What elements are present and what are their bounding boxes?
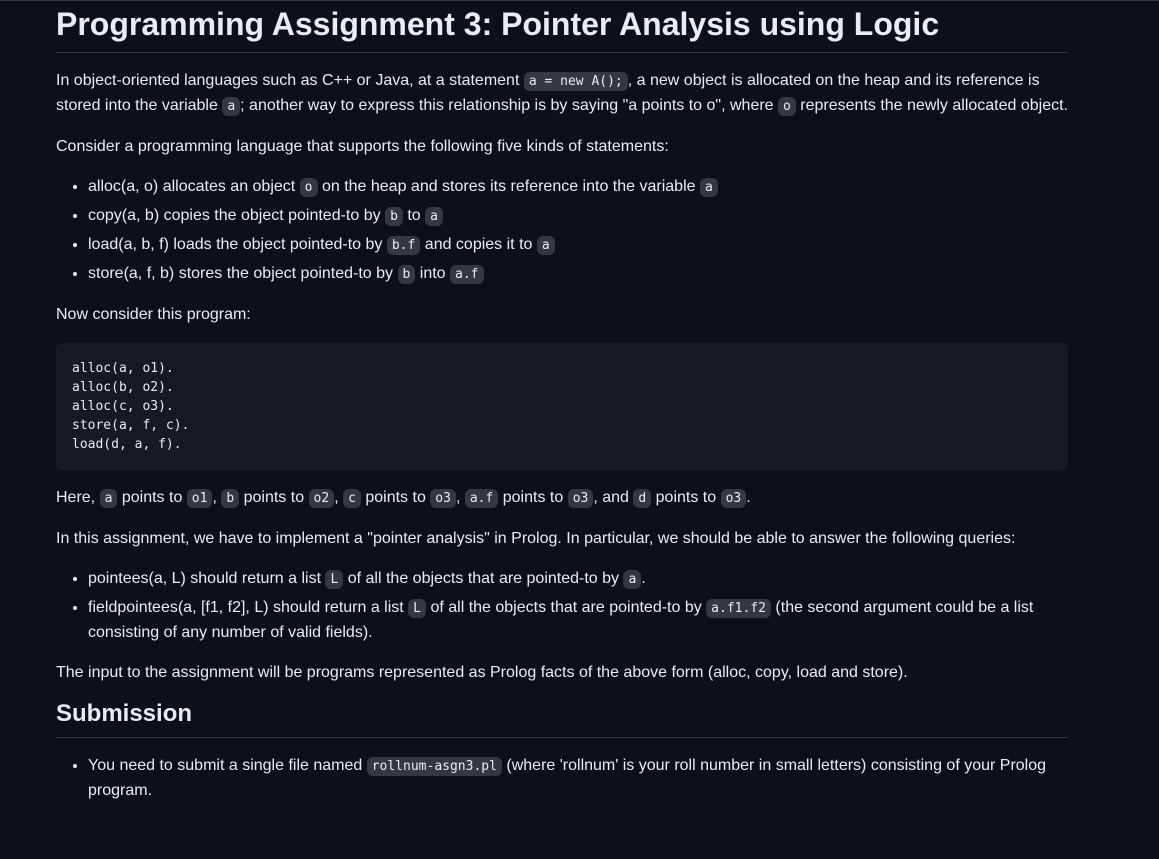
query-list bbox=[56, 567, 1068, 645]
list-item-text: . bbox=[641, 570, 646, 587]
list-item-text: load(a, b, f) loads the object pointed-to by bbox=[88, 236, 387, 253]
submission-list bbox=[56, 754, 1068, 803]
inline-code: a bbox=[100, 489, 118, 508]
inline-code: a.f1.f2 bbox=[706, 599, 771, 618]
here-paragraph bbox=[56, 486, 1068, 511]
submission-heading: Submission bbox=[56, 699, 1068, 738]
inline-code: a bbox=[222, 97, 240, 116]
inline-code: a bbox=[537, 236, 555, 255]
inline-code: o bbox=[300, 178, 318, 197]
inline-code: a.f bbox=[465, 489, 498, 508]
list-item-text: copy(a, b) copies the object pointed-to by bbox=[88, 207, 386, 224]
here-text: Here, bbox=[56, 489, 100, 506]
list-item-load bbox=[88, 233, 1068, 258]
here-text: points to bbox=[651, 489, 721, 506]
inline-code: b.f bbox=[387, 236, 420, 255]
list-item-store bbox=[88, 262, 1068, 287]
inline-code: b bbox=[398, 265, 416, 284]
here-text: . bbox=[746, 489, 751, 506]
here-text: , and bbox=[593, 489, 634, 506]
here-text: points to bbox=[360, 489, 431, 506]
list-item-pointees bbox=[88, 567, 1068, 592]
assignment-paragraph: In this assignment, we have to implement a "pointer analysis" in Prolog. In particular, we should be able to answer the following queries: bbox=[56, 530, 1016, 547]
inline-code: a = new A(); bbox=[524, 72, 628, 91]
inline-code: o3 bbox=[721, 489, 747, 508]
inline-code: b bbox=[385, 207, 403, 226]
markdown-body bbox=[56, 0, 1068, 859]
program-code-block[interactable]: alloc(a, o1). alloc(b, o2). alloc(c, o3). store(a, f, c). load(d, a, f). bbox=[56, 343, 1068, 470]
inline-code: L bbox=[325, 570, 343, 589]
list-item-text: into bbox=[415, 265, 451, 282]
list-item-text: pointees(a, L) should return a list bbox=[88, 570, 326, 587]
list-item-text: (where 'rollnum' is your roll number in small letters) consisting of your Prolog program. bbox=[88, 757, 1047, 799]
here-text: points to bbox=[239, 489, 309, 506]
list-item-submission bbox=[88, 754, 1068, 803]
here-text: , bbox=[334, 489, 344, 506]
statement-list bbox=[56, 175, 1068, 287]
inline-code: a.f bbox=[450, 265, 483, 284]
list-item-text: fieldpointees(a, [f1, f2], L) should return a list bbox=[88, 599, 409, 616]
list-item-text: of all the objects that are pointed-to by bbox=[426, 599, 707, 616]
next-heading-cutoff bbox=[56, 819, 1068, 859]
list-item-text: of all the objects that are pointed-to by bbox=[343, 570, 624, 587]
here-text: , bbox=[212, 489, 222, 506]
intro-text-3: ; another way to express this relationship is by saying "a points to o", where bbox=[240, 97, 779, 114]
intro-paragraph bbox=[56, 69, 1068, 119]
here-text: , bbox=[455, 489, 465, 506]
inline-code: L bbox=[408, 599, 426, 618]
list-item-text: You need to submit a single file named bbox=[88, 757, 367, 774]
page-title: Programming Assignment 3: Pointer Analysis using Logic bbox=[56, 0, 1068, 53]
inline-code: o3 bbox=[568, 489, 594, 508]
inline-code: o bbox=[778, 97, 796, 116]
intro-text-4: represents the newly allocated object. bbox=[795, 97, 1068, 114]
list-item-text: and copies it to bbox=[420, 236, 537, 253]
here-text: points to bbox=[117, 489, 187, 506]
intro-text-1: In object-oriented languages such as C++ or Java, at a statement bbox=[56, 72, 524, 89]
list-item-text: on the heap and stores its reference into the variable bbox=[317, 178, 700, 195]
inline-code: o3 bbox=[430, 489, 456, 508]
inline-code: a bbox=[623, 570, 641, 589]
inline-code: c bbox=[343, 489, 361, 508]
here-text: points to bbox=[498, 489, 568, 506]
inline-code: rollnum-asgn3.pl bbox=[367, 757, 502, 776]
list-item-alloc bbox=[88, 175, 1068, 200]
list-item-copy bbox=[88, 204, 1068, 229]
inline-code: d bbox=[633, 489, 651, 508]
list-item-text: to bbox=[402, 207, 426, 224]
inline-code: a bbox=[425, 207, 443, 226]
consider-paragraph: Consider a programming language that supports the following five kinds of statements: bbox=[56, 138, 669, 155]
inline-code: o2 bbox=[309, 489, 335, 508]
inline-code: a bbox=[700, 178, 718, 197]
list-item-fieldpointees bbox=[88, 596, 1068, 645]
inline-code: b bbox=[221, 489, 239, 508]
list-item-text: (the second argument could be a list consisting of any number of valid fields). bbox=[88, 599, 1034, 641]
now-consider-paragraph: Now consider this program: bbox=[56, 306, 251, 323]
inline-code: o1 bbox=[187, 489, 213, 508]
intro-text-2: , a new object is allocated on the heap and its reference is stored into the variable bbox=[56, 72, 1040, 114]
list-item-text: alloc(a, o) allocates an object bbox=[88, 178, 300, 195]
input-paragraph: The input to the assignment will be programs represented as Prolog facts of the above form (alloc, copy, load and store). bbox=[56, 664, 908, 681]
list-item-text: store(a, f, b) stores the object pointed-to by bbox=[88, 265, 398, 282]
